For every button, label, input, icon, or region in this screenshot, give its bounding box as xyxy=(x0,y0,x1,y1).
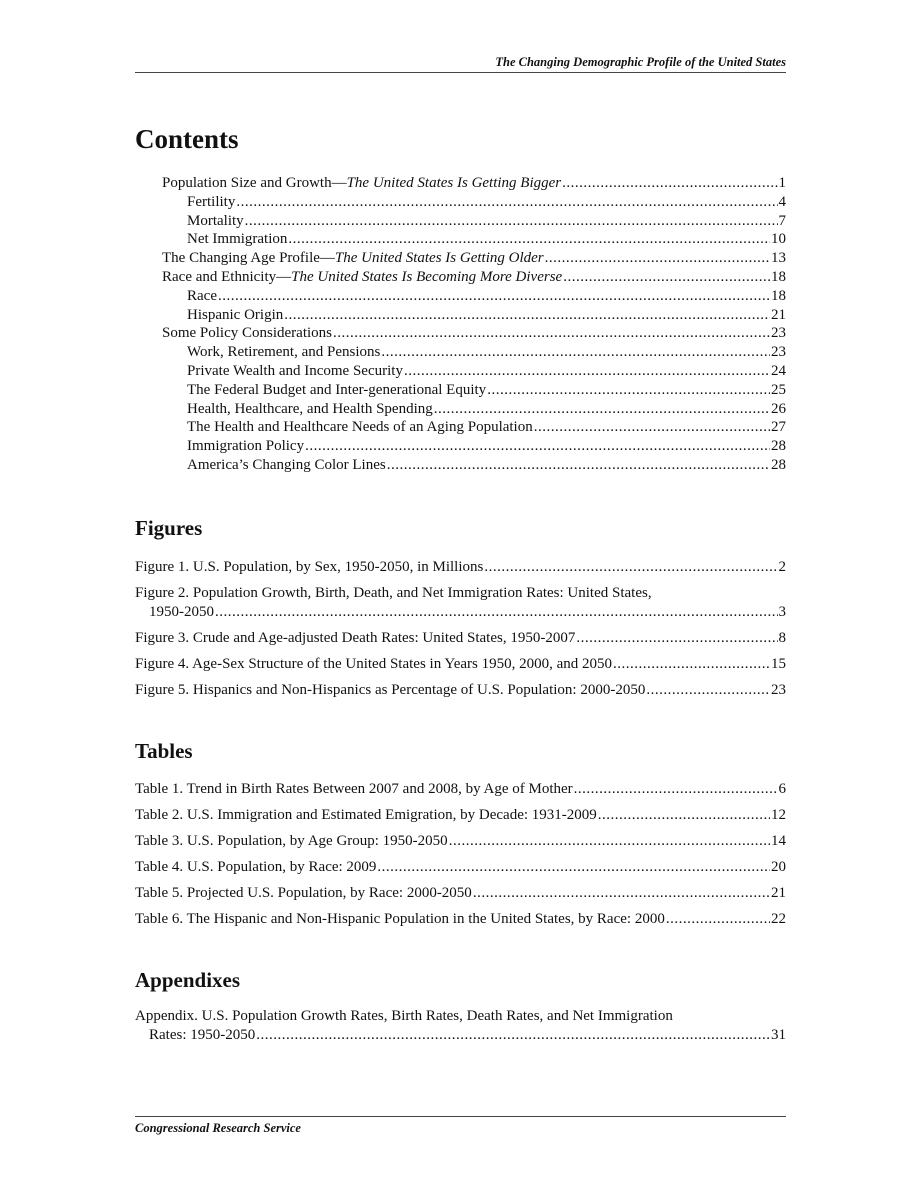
table-entry[interactable]: Table 6. The Hispanic and Non-Hispanic Population in the United States, by Race: 2000 ..... 22 xyxy=(135,910,786,929)
toc-entry[interactable]: Work, Retirement, and Pensions ..... 23 xyxy=(135,343,786,362)
table-entry[interactable]: Table 4. U.S. Population, by Race: 2009 ..... 20 xyxy=(135,858,786,877)
page-number: 7 xyxy=(778,212,786,229)
page-number: 27 xyxy=(771,419,786,436)
footer-rule xyxy=(135,1116,786,1117)
figure-entry[interactable]: Figure 2. Population Growth, Birth, Death, and Net Immigration Rates: United States, 1950-2050 ..... 3 xyxy=(135,584,786,622)
figure-entry[interactable]: Figure 1. U.S. Population, by Sex, 1950-2050, in Millions ..... 2 xyxy=(135,558,786,577)
figure-entry[interactable]: Figure 5. Hispanics and Non-Hispanics as Percentage of U.S. Population: 2000-2050 ..... 23 xyxy=(135,681,786,700)
page-number: 20 xyxy=(771,859,786,876)
toc-entry[interactable]: Health, Healthcare, and Health Spending ..... 26 xyxy=(135,400,786,419)
page-number: 28 xyxy=(771,438,786,455)
table-entry[interactable]: Table 1. Trend in Birth Rates Between 2007 and 2008, by Age of Mother ..... 6 xyxy=(135,780,786,799)
page-number: 26 xyxy=(771,400,786,417)
toc-entry[interactable]: Immigration Policy ..... 28 xyxy=(135,437,786,456)
toc-entry[interactable]: Some Policy Considerations ..... 23 xyxy=(135,324,786,343)
page-number: 18 xyxy=(771,268,786,285)
page-number: 23 xyxy=(771,325,786,342)
figures-heading: Figures xyxy=(135,516,203,540)
page-number: 25 xyxy=(771,381,786,398)
tables-heading: Tables xyxy=(135,739,193,763)
toc-entry[interactable]: America’s Changing Color Lines ..... 28 xyxy=(135,456,786,475)
running-header: The Changing Demographic Profile of the United States xyxy=(495,55,786,69)
toc-entry[interactable]: Hispanic Origin ..... 21 xyxy=(135,306,786,325)
toc-entry[interactable]: Fertility ..... 4 xyxy=(135,193,786,212)
toc-entry[interactable]: Private Wealth and Income Security ..... 24 xyxy=(135,362,786,381)
tables-list xyxy=(135,780,786,937)
toc-entry[interactable]: The Federal Budget and Inter-generational Equity ..... 25 xyxy=(135,381,786,400)
page-number: 23 xyxy=(771,344,786,361)
page-number: 24 xyxy=(771,362,786,379)
page-number: 28 xyxy=(771,456,786,473)
page-number: 14 xyxy=(771,833,786,850)
page-number: 1 xyxy=(778,175,786,191)
toc-entry[interactable]: Net Immigration ..... 10 xyxy=(135,230,786,249)
appendixes-heading: Appendixes xyxy=(135,968,241,992)
toc-entry[interactable]: Race ..... 18 xyxy=(135,287,786,306)
table-entry[interactable]: Table 5. Projected U.S. Population, by Race: 2000-2050 ..... 21 xyxy=(135,884,786,903)
page-number: 4 xyxy=(778,193,786,210)
header-rule xyxy=(135,72,786,73)
page-number: 31 xyxy=(771,1026,786,1043)
toc-entry[interactable]: The Changing Age Profile—The United States Is Getting Older ..... 13 xyxy=(135,249,786,268)
page-number: 6 xyxy=(778,781,786,797)
page-number: 3 xyxy=(778,603,786,620)
toc-entry[interactable]: Race and Ethnicity—The United States Is Becoming More Diverse ..... 18 xyxy=(135,268,786,287)
page-number: 21 xyxy=(771,885,786,902)
page-number: 21 xyxy=(771,306,786,323)
appendixes-list xyxy=(135,1007,786,1052)
figure-entry[interactable]: Figure 3. Crude and Age-adjusted Death Rates: United States, 1950-2007 ..... 8 xyxy=(135,629,786,648)
toc-entry[interactable]: The Health and Healthcare Needs of an Aging Population ..... 27 xyxy=(135,418,786,437)
page-number: 12 xyxy=(771,807,786,824)
table-entry[interactable]: Table 2. U.S. Immigration and Estimated Emigration, by Decade: 1931-2009 ..... 12 xyxy=(135,806,786,825)
toc-entry[interactable]: Mortality ..... 7 xyxy=(135,212,786,231)
page-number: 2 xyxy=(778,559,786,575)
toc-entry[interactable]: Population Size and Growth—The United States Is Getting Bigger ..... 1 xyxy=(135,174,786,193)
contents-list xyxy=(135,174,786,475)
page-number: 13 xyxy=(771,250,786,267)
figures-list xyxy=(135,558,786,707)
figure-entry[interactable]: Figure 4. Age-Sex Structure of the United States in Years 1950, 2000, and 2050 ..... 15 xyxy=(135,655,786,674)
page-number: 10 xyxy=(771,231,786,248)
table-entry[interactable]: Table 3. U.S. Population, by Age Group: 1950-2050 ..... 14 xyxy=(135,832,786,851)
page-number: 18 xyxy=(771,287,786,304)
page-number: 22 xyxy=(771,911,786,928)
page-number: 15 xyxy=(771,656,786,673)
page-number: 8 xyxy=(778,629,786,646)
page-number: 23 xyxy=(771,682,786,699)
contents-heading: Contents xyxy=(135,124,239,154)
appendix-entry[interactable]: Appendix. U.S. Population Growth Rates, Birth Rates, Death Rates, and Net Immigration Rates: 1950-2050 ..... 31 xyxy=(135,1007,786,1045)
running-footer: Congressional Research Service xyxy=(135,1121,301,1135)
